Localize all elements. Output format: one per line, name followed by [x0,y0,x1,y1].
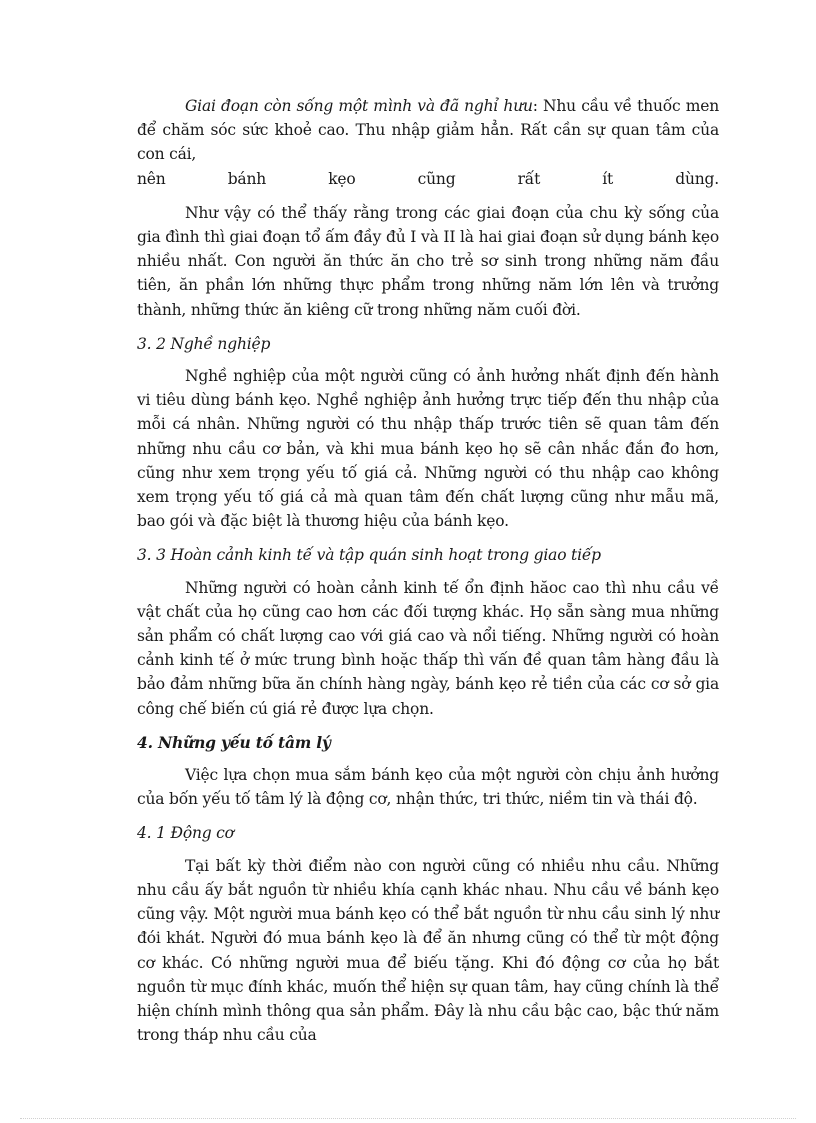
paragraph-psychology: Việc lựa chọn mua sắm bánh kẹo của một người còn chịu ảnh hưởng của bốn yếu tố tâm lý là động cơ, nhận thức, tri thức, niềm tin và thái độ. [137,766,719,809]
heading-4-1-motive: 4. 1 Động cơ [137,824,234,843]
paragraph-economic: Những người có hoàn cảnh kinh tế ổn định hăoc cao thì nhu cầu về vật chất của họ cũng cao hơn các đối tượng khác. Họ sẵn sàng mua những sản phẩm có chất lượng cao với giá cao và nổi tiếng. Những người có hoàn cảnh kinh tế ở mức trung bình hoặc thấp thì vấn đề quan tâm hàng đầu là bảo đảm những bữa ăn chính hàng ngày, bánh kẹo rẻ tiền của các cơ sở gia công chế biến cú giá rẻ được lựa chọn. [137,578,719,718]
heading-4-psychology: 4. Những yếu tố tâm lý [137,732,331,752]
heading-3-2-occupation: 3. 2 Nghề nghiệp [137,334,271,353]
paragraph-family-lifecycle: Như vậy có thể thấy rằng trong các giai đoạn của chu kỳ sống của gia đình thì giai đoạn tổ ấm đầy đủ I và II là hai giai đoạn sử dụng bánh kẹo nhiều nhất. Con người ăn thức ăn cho trẻ sơ sinh trong những năm đầu tiên, ăn phần lớn những thực phẩm trong những năm lớn lên và trưởng thành, những thức ăn kiêng cữ trong những năm cuối đời. [137,203,719,319]
paragraph-last-line: nên bánh kẹo cũng rất ít dùng. [137,169,719,188]
paragraph-lead-italic: Giai đoạn còn sống một mình và đã nghỉ hưu [185,97,533,115]
paragraph-text: : Nhu cầu về thuốc men để chăm sóc sức khoẻ cao. Thu nhập giảm hẳn. Rất cần sự quan tâm của con cái, [137,97,719,164]
paragraph-retirement-stage [137,94,719,167]
paragraph-motive: Tại bất kỳ thời điểm nào con người cũng có nhiều nhu cầu. Những nhu cầu ấy bắt nguồn từ nhiều khía cạnh khác nhau. Nhu cầu về bánh kẹo cũng vậy. Một người mua bánh kẹo có thể bắt nguồn từ nhu cầu sinh lý như đói khát. Người đó mua bánh kẹo là để ăn nhưng cũng có thể từ một động cơ khác. Có những người mua để biếu tặng. Khi đó động cơ của họ bắt nguồn từ mục đính khác, muốn thể hiện sự quan tâm, hay cũng chính là thể hiện chính mình thông qua sản phẩm. Đây là nhu cầu bậc cao, bậc thứ năm trong tháp nhu cầu của [137,856,719,1045]
heading-3-3-economic: 3. 3 Hoàn cảnh kinh tế và tập quán sinh hoạt trong giao tiếp [137,546,601,565]
page-bottom-divider [20,1118,796,1119]
paragraph-occupation: Nghề nghiệp của một người cũng có ảnh hưởng nhất định đến hành vi tiêu dùng bánh kẹo. Nghề nghiệp ảnh hưởng trực tiếp đến thu nhập của mỗi cá nhân. Những người có thu nhập thấp trước tiên sẽ quan tâm đến những nhu cầu cơ bản, và khi mua bánh kẹo họ sẽ cân nhắc đắn đo hơn, cũng như xem trọng yếu tố giá cả. Những người có thu nhập cao không xem trọng yếu tố giá cả mà quan tâm đến chất lượng cũng như mẫu mã, bao gói và đặc biệt là thương hiệu của bánh kẹo. [137,367,719,531]
document-body [137,94,719,1047]
